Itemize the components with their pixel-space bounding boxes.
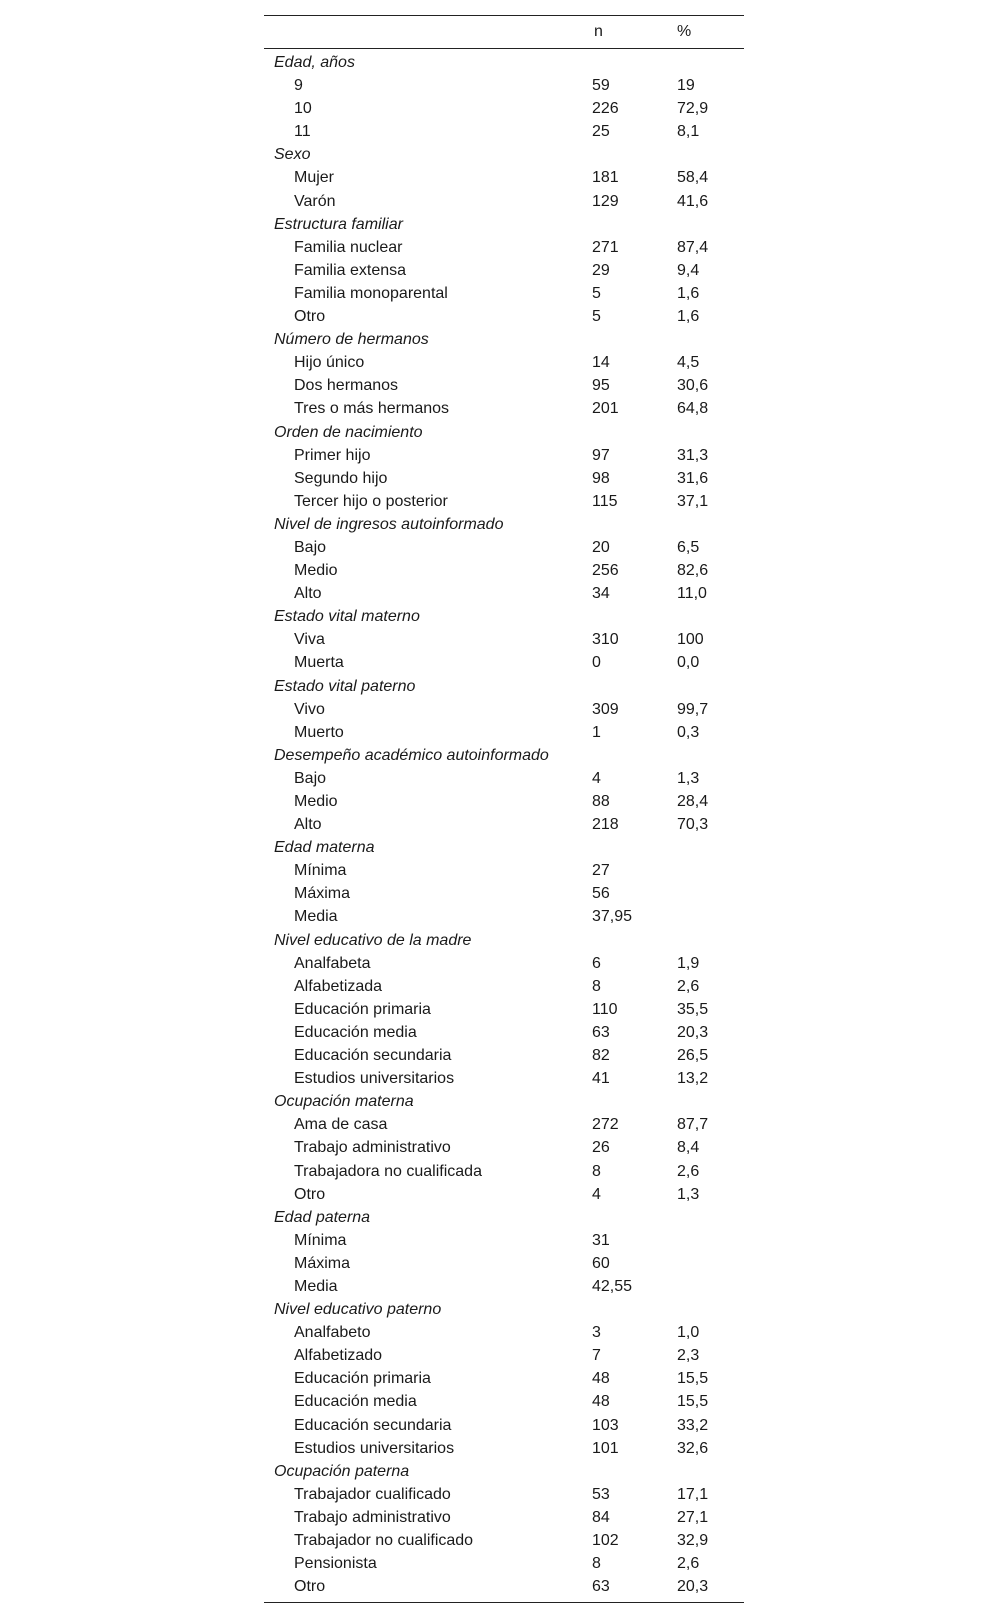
row-n: 3 [592,1324,601,1342]
row-n: 271 [592,238,619,256]
table-row [264,1390,744,1413]
table-body [264,49,744,1598]
row-percent: 6,5 [677,538,700,556]
row-n: 181 [592,169,619,187]
row-percent: 4,5 [677,354,700,372]
row-n: 27 [592,862,610,880]
table-row [264,1136,744,1159]
row-label: Ama de casa [294,1116,388,1134]
row-label: 10 [294,100,312,118]
table-row [264,767,744,790]
row-label: Educación primaria [294,1370,431,1388]
row-n: 256 [592,562,619,580]
row-label: Alto [294,585,322,603]
row-n: 5 [592,308,601,326]
table-row [264,813,744,836]
table-row [264,236,744,259]
row-n: 8 [592,977,601,995]
row-percent: 70,3 [677,816,709,834]
row-n: 53 [592,1485,610,1503]
table-row [264,859,744,882]
table-row [264,882,744,905]
row-label: Mínima [294,1231,347,1249]
row-n: 1 [592,723,601,741]
row-percent: 31,6 [677,469,709,487]
row-label: Educación primaria [294,1000,431,1018]
row-percent: 13,2 [677,1070,709,1088]
row-label: Alfabetizada [294,977,383,995]
row-n: 8 [592,1555,601,1573]
row-percent: 0,3 [677,723,700,741]
row-label: Analfabeta [294,954,371,972]
row-label: Primer hijo [294,446,371,464]
table-row [264,259,744,282]
table-row [264,467,744,490]
row-n: 201 [592,400,619,418]
table-row [264,975,744,998]
table-row [264,351,744,374]
row-label: Media [294,908,338,926]
row-percent: 72,9 [677,100,709,118]
row-label: Estudios universitarios [294,1439,455,1457]
table-row [264,905,744,928]
row-label: Medio [294,793,338,810]
row-n: 84 [592,1508,610,1526]
row-percent: 8,1 [677,123,700,141]
row-percent: 1,6 [677,308,700,326]
table-row [264,1437,744,1460]
row-percent: 99,7 [677,700,709,718]
table-row [264,1044,744,1067]
row-percent: 2,6 [677,1162,700,1180]
row-n: 20 [592,538,610,556]
row-percent: 1,9 [677,954,700,972]
row-percent: 27,1 [677,1508,709,1526]
row-label: Vivo [294,700,325,718]
row-label: Mujer [294,169,335,187]
section-title: Sexo [274,146,311,164]
row-label: Otro [294,1185,326,1203]
table-row [264,1506,744,1529]
row-n: 82 [592,1047,610,1065]
table-row [264,1321,744,1344]
table-row [264,952,744,975]
table-row [264,628,744,651]
table-row [264,998,744,1021]
row-percent: 87,7 [677,1116,709,1134]
section-title: Estado vital paterno [274,677,416,695]
table-row [264,1229,744,1252]
row-label: Educación secundaria [294,1047,452,1065]
row-n: 226 [592,100,619,118]
row-n: 5 [592,284,601,302]
table-row [264,166,744,189]
row-label: Otro [294,1578,326,1596]
row-percent: 32,9 [677,1532,709,1549]
header-n: n [594,23,603,40]
table-row [264,536,744,559]
row-label: Máxima [294,1254,351,1272]
row-percent: 100 [677,631,704,649]
section-title: Número de hermanos [274,331,429,349]
row-label: Trabajo administrativo [294,1139,451,1157]
section-title: Edad materna [274,839,375,857]
row-n: 8 [592,1162,601,1180]
table-header-row [264,16,744,48]
row-label: Familia nuclear [294,238,403,256]
row-label: Mínima [294,862,347,880]
section-title: Estructura familiar [274,215,403,233]
row-percent: 87,4 [677,238,709,256]
table-row [264,1575,744,1598]
table-row [264,74,744,97]
row-label: Tres o más hermanos [294,400,450,418]
row-percent: 28,4 [677,793,709,810]
row-percent: 11,0 [677,585,707,603]
demographics-table [264,15,744,1603]
table-row [264,1483,744,1506]
row-label: Educación secundaria [294,1416,452,1434]
row-percent: 26,5 [677,1047,709,1065]
row-label: 9 [294,77,303,95]
row-percent: 35,5 [677,1000,709,1018]
row-percent: 1,0 [677,1324,700,1342]
table-row [264,1183,744,1206]
row-label: Otro [294,308,326,326]
section-title: Edad, años [274,54,355,71]
row-label: Educación media [294,1393,417,1411]
row-label: 11 [294,123,311,141]
row-label: Viva [294,631,325,649]
row-n: 88 [592,793,610,810]
table-row [264,698,744,721]
row-n: 4 [592,1185,601,1203]
row-n: 272 [592,1116,619,1134]
row-percent: 31,3 [677,446,709,464]
row-n: 110 [592,1000,618,1018]
row-n: 59 [592,77,610,95]
row-label: Media [294,1277,338,1295]
table-row [264,1552,744,1575]
row-percent: 20,3 [677,1023,709,1041]
row-percent: 32,6 [677,1439,709,1457]
row-percent: 2,6 [677,1555,700,1573]
row-label: Trabajador no cualificado [294,1532,474,1549]
table-row [264,190,744,213]
row-percent: 41,6 [677,192,709,210]
row-n: 14 [592,354,610,372]
row-n: 60 [592,1254,610,1272]
row-percent: 58,4 [677,169,709,187]
row-percent: 37,1 [677,492,709,510]
table-row [264,790,744,813]
row-n: 29 [592,261,610,279]
row-label: Segundo hijo [294,469,388,487]
row-n: 218 [592,816,619,834]
row-percent: 30,6 [677,377,709,395]
section-title: Ocupación materna [274,1093,414,1111]
table-row [264,651,744,674]
table-row [264,305,744,328]
row-n: 31 [592,1231,610,1249]
table-row [264,1252,744,1275]
table-row [264,490,744,513]
table-row [264,444,744,467]
row-label: Estudios universitarios [294,1070,455,1088]
section-title: Nivel educativo de la madre [274,931,472,949]
table-row [264,1113,744,1136]
table-row [264,397,744,420]
row-n: 34 [592,585,610,603]
row-n: 98 [592,469,610,487]
row-label: Trabajador cualificado [294,1485,451,1503]
row-n: 95 [592,377,610,395]
row-percent: 82,6 [677,562,709,580]
row-label: Alto [294,816,322,834]
row-n: 48 [592,1393,610,1411]
row-n: 129 [592,192,619,210]
row-percent: 15,5 [677,1393,709,1411]
row-label: Máxima [294,885,351,903]
table-row [264,582,744,605]
row-label: Medio [294,562,338,580]
row-n: 37,95 [592,908,633,926]
table-row [264,1344,744,1367]
table-row [264,374,744,397]
row-percent: 2,6 [677,977,700,995]
row-label: Familia monoparental [294,284,448,302]
table-row [264,282,744,305]
row-n: 25 [592,123,610,141]
row-percent: 17,1 [677,1485,709,1503]
row-n: 97 [592,446,610,464]
row-label: Muerta [294,654,344,672]
row-n: 63 [592,1578,610,1596]
row-percent: 1,6 [677,284,700,302]
table-bottom-rule [264,1602,744,1603]
table-row [264,1529,744,1552]
row-label: Tercer hijo o posterior [294,492,448,510]
table-row [264,1414,744,1437]
row-n: 26 [592,1139,610,1157]
table-row [264,721,744,744]
section-title: Estado vital materno [274,608,420,626]
row-n: 6 [592,954,601,972]
row-n: 56 [592,885,610,903]
table-row [264,1275,744,1298]
row-percent: 19 [677,77,695,95]
row-label: Pensionista [294,1555,377,1573]
section-title: Ocupación paterna [274,1462,410,1480]
row-n: 0 [592,654,601,672]
row-percent: 2,3 [677,1347,700,1365]
row-percent: 9,4 [677,261,700,279]
table-row [264,559,744,582]
row-n: 7 [592,1347,601,1365]
row-label: Varón [294,192,336,210]
table-row [264,1160,744,1183]
section-title: Nivel educativo paterno [274,1301,442,1319]
row-label: Muerto [294,723,344,741]
row-percent: 1,3 [677,769,700,787]
row-n: 41 [592,1070,610,1088]
row-n: 103 [592,1416,619,1434]
row-label: Bajo [294,769,327,787]
row-label: Trabajadora no cualificada [294,1162,482,1180]
row-label: Alfabetizado [294,1347,383,1365]
section-title: Orden de nacimiento [274,423,423,441]
header-percent: % [677,23,692,40]
row-percent: 8,4 [677,1139,700,1157]
table-row [264,120,744,143]
row-percent: 33,2 [677,1416,709,1434]
row-n: 4 [592,769,601,787]
row-label: Analfabeto [294,1324,371,1342]
row-label: Familia extensa [294,261,407,279]
table-row [264,97,744,120]
row-percent: 0,0 [677,654,700,672]
row-label: Educación media [294,1023,417,1041]
row-n: 115 [592,492,618,510]
row-percent: 64,8 [677,400,709,418]
row-n: 42,55 [592,1277,633,1295]
row-n: 102 [592,1532,619,1549]
row-n: 48 [592,1370,610,1388]
row-n: 309 [592,700,619,718]
row-label: Bajo [294,538,327,556]
section-title: Nivel de ingresos autoinformado [274,515,504,533]
row-label: Hijo único [294,354,365,372]
row-percent: 15,5 [677,1370,709,1388]
table-row [264,1067,744,1090]
section-title: Edad paterna [274,1208,371,1226]
row-percent: 20,3 [677,1578,709,1596]
row-n: 63 [592,1023,610,1041]
row-n: 101 [592,1439,619,1457]
row-percent: 1,3 [677,1185,700,1203]
row-label: Trabajo administrativo [294,1508,451,1526]
row-n: 310 [592,631,619,649]
table-row [264,1367,744,1390]
row-label: Dos hermanos [294,377,399,395]
table-row [264,1021,744,1044]
section-title: Desempeño académico autoinformado [274,746,549,764]
